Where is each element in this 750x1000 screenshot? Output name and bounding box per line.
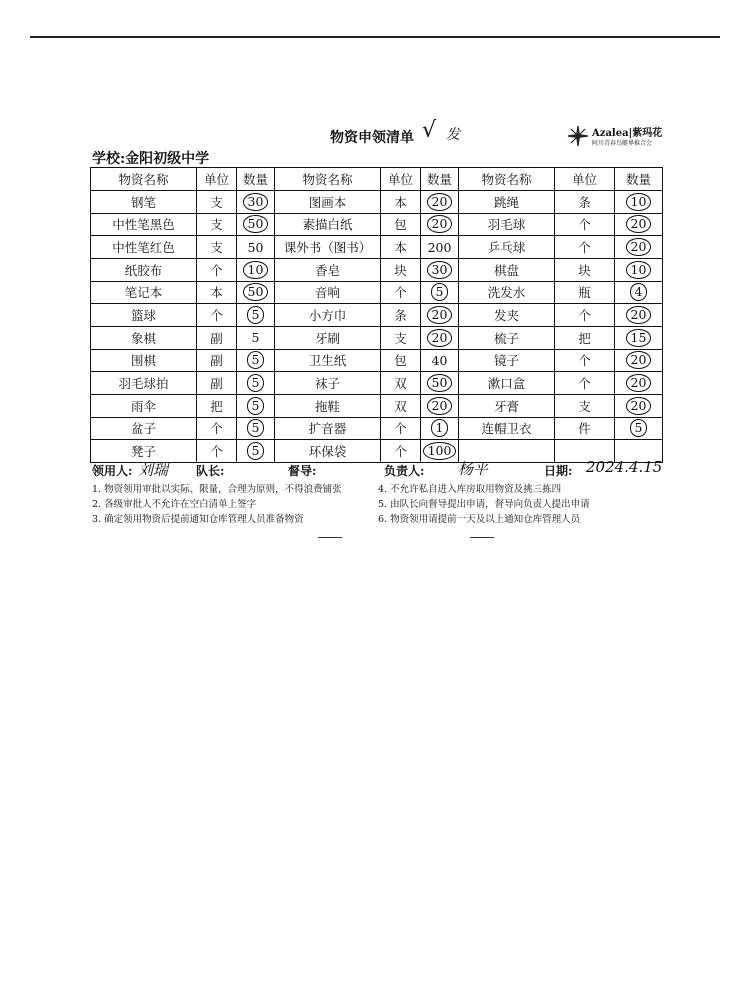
column-header: 单位 — [197, 168, 237, 191]
quantity-cell — [615, 281, 663, 304]
school-name: 学校:金阳初级中学 — [92, 151, 210, 167]
notes-left — [92, 482, 342, 527]
unit-cell: 副 — [197, 349, 237, 372]
quantity-cell — [421, 440, 459, 463]
quantity-cell — [237, 236, 275, 259]
manager-label: 负责人: — [384, 464, 425, 478]
circled-quantity: 100 — [423, 442, 457, 460]
unit-cell: 个 — [555, 236, 615, 259]
unit-cell: 本 — [381, 236, 421, 259]
quantity-cell — [615, 394, 663, 417]
circled-quantity: 5 — [247, 442, 265, 460]
item-name-cell: 钢笔 — [91, 191, 197, 214]
unit-cell: 条 — [555, 191, 615, 214]
unit-cell: 支 — [381, 326, 421, 349]
unit-cell: 包 — [381, 349, 421, 372]
circled-quantity: 5 — [630, 419, 648, 437]
circled-quantity: 20 — [427, 329, 453, 347]
quantity-value: 40 — [431, 352, 448, 368]
quantity-cell — [421, 304, 459, 327]
unit-cell: 把 — [197, 394, 237, 417]
scan-edge-line — [30, 36, 720, 38]
quantity-cell — [615, 258, 663, 281]
quantity-cell — [421, 281, 459, 304]
note-item: 3. 确定领用物资后提前通知仓库管理人员准备物资 — [92, 514, 304, 525]
table-row — [91, 236, 663, 259]
circled-quantity: 30 — [243, 193, 269, 211]
item-name-cell: 牙膏 — [459, 394, 555, 417]
circled-quantity: 20 — [626, 374, 652, 392]
quantity-cell — [421, 349, 459, 372]
column-header: 物资名称 — [275, 168, 381, 191]
quantity-cell — [237, 281, 275, 304]
quantity-cell — [615, 213, 663, 236]
circled-quantity: 1 — [431, 419, 449, 437]
unit-cell: 支 — [555, 394, 615, 417]
item-name-cell: 环保袋 — [275, 440, 381, 463]
circled-quantity: 20 — [626, 238, 652, 256]
item-name-cell: 漱口盒 — [459, 372, 555, 395]
item-name-cell: 卫生纸 — [275, 349, 381, 372]
quantity-value: 5 — [251, 330, 260, 346]
item-name-cell: 洗发水 — [459, 281, 555, 304]
note-item: 2. 各级审批人不允许在空白清单上签字 — [92, 499, 257, 510]
item-name-cell: 乒乓球 — [459, 236, 555, 259]
quantity-cell — [237, 304, 275, 327]
logo-name: Azalea|紫玛花 — [592, 128, 663, 139]
circled-quantity: 10 — [243, 261, 269, 279]
quantity-cell — [421, 236, 459, 259]
handwritten-title-note: 发 — [446, 127, 460, 143]
unit-cell: 双 — [381, 372, 421, 395]
item-name-cell: 凳子 — [91, 440, 197, 463]
circled-quantity: 5 — [247, 374, 265, 392]
circled-quantity: 20 — [427, 193, 453, 211]
quantity-cell — [237, 440, 275, 463]
table-row — [91, 417, 663, 440]
circled-quantity: 5 — [431, 283, 449, 301]
quantity-cell — [421, 213, 459, 236]
item-name-cell: 镜子 — [459, 349, 555, 372]
unit-cell: 支 — [197, 236, 237, 259]
unit-cell: 支 — [197, 191, 237, 214]
unit-cell: 把 — [555, 326, 615, 349]
item-name-cell: 中性笔红色 — [91, 236, 197, 259]
item-name-cell: 中性笔黑色 — [91, 213, 197, 236]
quantity-cell — [421, 417, 459, 440]
unit-cell: 个 — [381, 417, 421, 440]
recipient-signature: 刘瑞 — [138, 461, 169, 479]
unit-cell: 个 — [197, 440, 237, 463]
unit-cell: 个 — [197, 304, 237, 327]
circled-quantity: 50 — [427, 374, 453, 392]
item-name-cell: 拖鞋 — [275, 394, 381, 417]
column-header: 数量 — [421, 168, 459, 191]
item-name-cell: 图画本 — [275, 191, 381, 214]
circled-quantity: 20 — [427, 215, 453, 233]
quantity-cell — [237, 326, 275, 349]
unit-cell: 包 — [381, 213, 421, 236]
circled-quantity: 20 — [626, 351, 652, 369]
unit-cell: 个 — [197, 417, 237, 440]
item-name-cell: 牙刷 — [275, 326, 381, 349]
quantity-cell — [237, 372, 275, 395]
circled-quantity: 20 — [427, 397, 453, 415]
circled-quantity: 20 — [626, 215, 652, 233]
scan-dash — [470, 537, 494, 538]
table-row — [91, 394, 663, 417]
item-name-cell: 篮球 — [91, 304, 197, 327]
item-name-cell: 棋盘 — [459, 258, 555, 281]
logo-subtitle: 阿川青春鸟艇界推合会 — [592, 140, 653, 147]
circled-quantity: 20 — [626, 306, 652, 324]
notes-right — [378, 482, 590, 527]
table-row — [91, 281, 663, 304]
table-header-row — [91, 168, 663, 191]
column-header: 单位 — [381, 168, 421, 191]
circled-quantity: 50 — [243, 283, 269, 301]
table-row — [91, 258, 663, 281]
quantity-cell — [615, 417, 663, 440]
circled-quantity: 50 — [243, 215, 269, 233]
item-name-cell: 梳子 — [459, 326, 555, 349]
manager-signature: 杨平 — [458, 460, 489, 478]
quantity-cell — [615, 236, 663, 259]
unit-cell: 本 — [381, 191, 421, 214]
item-name-cell: 扩音器 — [275, 417, 381, 440]
supply-table — [90, 167, 663, 463]
circled-quantity: 5 — [247, 419, 265, 437]
circled-quantity: 20 — [626, 397, 652, 415]
unit-cell: 个 — [555, 349, 615, 372]
supervisor-label: 督导: — [288, 464, 317, 478]
table-row — [91, 440, 663, 463]
table-row — [91, 349, 663, 372]
item-name-cell: 发夹 — [459, 304, 555, 327]
circled-quantity: 4 — [630, 283, 648, 301]
item-name-cell: 盆子 — [91, 417, 197, 440]
unit-cell: 本 — [197, 281, 237, 304]
quantity-cell — [615, 326, 663, 349]
item-name-cell: 羽毛球 — [459, 213, 555, 236]
item-name-cell: 围棋 — [91, 349, 197, 372]
item-name-cell: 象棋 — [91, 326, 197, 349]
circled-quantity: 20 — [427, 306, 453, 324]
unit-cell: 个 — [381, 440, 421, 463]
item-name-cell: 连帽卫衣 — [459, 417, 555, 440]
note-item: 1. 物资领用审批以实际、限量，合理为原则，不得浪费铺张 — [92, 484, 342, 495]
column-header: 数量 — [615, 168, 663, 191]
unit-cell: 个 — [555, 372, 615, 395]
quantity-cell — [615, 304, 663, 327]
column-header: 单位 — [555, 168, 615, 191]
column-header: 物资名称 — [91, 168, 197, 191]
unit-cell: 块 — [555, 258, 615, 281]
unit-cell: 条 — [381, 304, 421, 327]
quantity-value: 200 — [427, 239, 452, 255]
unit-cell: 副 — [197, 326, 237, 349]
circled-quantity: 5 — [247, 306, 265, 324]
quantity-cell — [421, 191, 459, 214]
item-name-cell: 素描白纸 — [275, 213, 381, 236]
unit-cell: 个 — [555, 213, 615, 236]
quantity-cell — [237, 417, 275, 440]
quantity-cell — [237, 394, 275, 417]
quantity-value: 50 — [247, 239, 264, 255]
item-name-cell: 小方巾 — [275, 304, 381, 327]
date-value: 2024.4.15 — [586, 458, 663, 476]
quantity-cell — [237, 213, 275, 236]
quantity-cell — [421, 372, 459, 395]
unit-cell: 块 — [381, 258, 421, 281]
unit-cell: 瓶 — [555, 281, 615, 304]
circled-quantity: 5 — [247, 351, 265, 369]
item-name-cell: 音响 — [275, 281, 381, 304]
circled-quantity: 10 — [626, 193, 652, 211]
circled-quantity: 10 — [626, 261, 652, 279]
table-row — [91, 326, 663, 349]
quantity-cell — [615, 372, 663, 395]
quantity-cell — [421, 394, 459, 417]
note-item: 5. 由队长向督导提出申请，督导向负责人提出申请 — [378, 499, 590, 510]
item-name-cell: 纸胶布 — [91, 258, 197, 281]
unit-cell: 个 — [381, 281, 421, 304]
item-name-cell: 跳绳 — [459, 191, 555, 214]
quantity-cell — [615, 349, 663, 372]
handwritten-check: √ — [422, 118, 437, 143]
scan-dash — [318, 537, 342, 538]
quantity-cell — [237, 191, 275, 214]
circled-quantity: 5 — [247, 397, 265, 415]
column-header: 数量 — [237, 168, 275, 191]
document-title: 物资申领清单 — [330, 130, 414, 146]
item-name-cell: 课外书（图书） — [275, 236, 381, 259]
date-label: 日期: — [544, 464, 573, 478]
item-name-cell: 雨伞 — [91, 394, 197, 417]
circled-quantity: 30 — [427, 261, 453, 279]
table-row — [91, 191, 663, 214]
recipient-label: 领用人: — [92, 464, 133, 478]
quantity-cell — [421, 326, 459, 349]
circled-quantity: 15 — [626, 329, 652, 347]
captain-label: 队长: — [196, 464, 225, 478]
table-row — [91, 304, 663, 327]
note-item: 4. 不允许私自进入库房取用物资及挑三拣四 — [378, 484, 562, 495]
quantity-cell — [615, 191, 663, 214]
signature-row — [92, 458, 672, 482]
table-row — [91, 372, 663, 395]
item-name-cell: 香皂 — [275, 258, 381, 281]
item-name-cell: 袜子 — [275, 372, 381, 395]
unit-cell: 双 — [381, 394, 421, 417]
unit-cell: 副 — [197, 372, 237, 395]
item-name-cell: 羽毛球拍 — [91, 372, 197, 395]
unit-cell: 件 — [555, 417, 615, 440]
quantity-cell — [421, 258, 459, 281]
table-row — [91, 213, 663, 236]
unit-cell: 个 — [197, 258, 237, 281]
unit-cell: 个 — [555, 304, 615, 327]
quantity-cell — [237, 258, 275, 281]
organization-logo — [566, 124, 696, 150]
quantity-cell — [237, 349, 275, 372]
unit-cell: 支 — [197, 213, 237, 236]
azalea-flower-icon — [566, 124, 590, 148]
note-item: 6. 物资领用请提前一天及以上通知仓库管理人员 — [378, 514, 581, 525]
column-header: 物资名称 — [459, 168, 555, 191]
item-name-cell: 笔记本 — [91, 281, 197, 304]
